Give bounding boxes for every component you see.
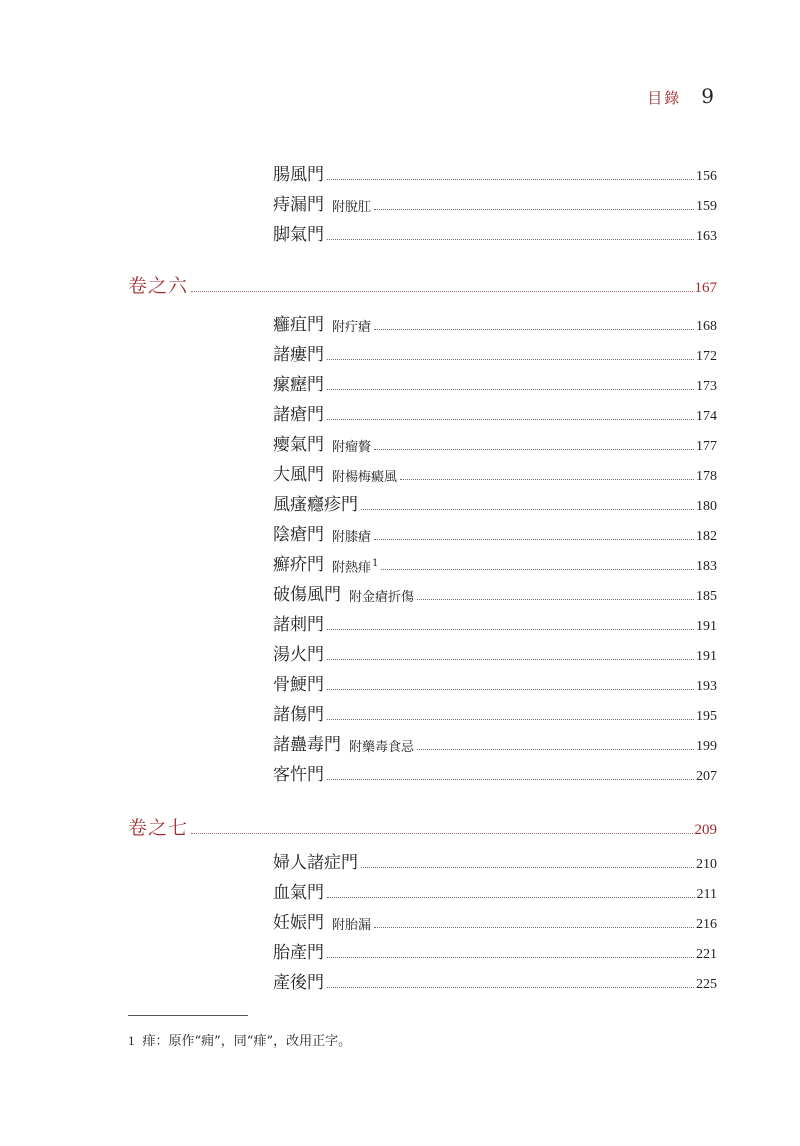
dot-leader: [374, 539, 694, 540]
dot-leader: [374, 209, 694, 210]
entry-note-text: 附脫肛: [332, 200, 372, 215]
entry-title: 大風門: [273, 465, 324, 485]
toc-entry: [273, 428, 717, 454]
entry-page-number: 182: [696, 529, 717, 544]
entry-page-number: 199: [696, 739, 717, 754]
entry-page-number: 178: [696, 469, 717, 484]
toc-entry: [273, 458, 717, 484]
toc-entry: [273, 966, 717, 992]
dot-leader: [327, 897, 695, 898]
entry-note-text: 附楊梅癜風: [332, 470, 398, 485]
volume-heading: [128, 270, 717, 296]
toc-entry: [273, 876, 717, 902]
dot-leader: [327, 689, 694, 690]
entry-note: [349, 741, 414, 754]
dot-leader: [327, 239, 694, 240]
entry-note-text: 附熱痱: [332, 560, 372, 575]
toc-entry: [273, 218, 717, 244]
entry-page-number: 191: [696, 619, 717, 634]
entry-note-text: 附疔瘡: [332, 320, 372, 335]
dot-leader: [374, 329, 694, 330]
dot-leader: [361, 509, 694, 510]
toc-entry: [273, 368, 717, 394]
dot-leader: [327, 659, 694, 660]
dot-leader: [327, 389, 694, 390]
entry-page-number: 180: [696, 499, 717, 514]
dot-leader: [381, 569, 694, 570]
entry-page-number: 177: [696, 439, 717, 454]
dot-leader: [374, 927, 694, 928]
entry-note: [332, 919, 371, 932]
toc-entry: [273, 668, 717, 694]
entry-title: 諸傷門: [273, 705, 324, 725]
dot-leader: [327, 987, 694, 988]
entry-title: 痔漏門: [273, 195, 324, 215]
entry-note-text: 附膝瘡: [332, 530, 372, 545]
entry-page-number: 174: [696, 409, 717, 424]
entry-title: 陰瘡門: [273, 525, 324, 545]
entry-title: 骨鯁門: [273, 675, 324, 695]
entry-title: 諸蠱毒門: [273, 735, 341, 755]
toc-entry: [273, 188, 717, 214]
entry-title: 婦人諸症門: [273, 853, 358, 873]
dot-leader: [327, 419, 694, 420]
entry-note: [332, 441, 371, 454]
entry-page-number: 195: [696, 709, 717, 724]
toc-entry: [273, 398, 717, 424]
entry-page-number: 216: [696, 917, 717, 932]
dot-leader: [327, 179, 694, 180]
entry-title: 癬疥門: [273, 555, 324, 575]
dot-leader: [191, 291, 692, 292]
entry-title: 諸瘡門: [273, 405, 324, 425]
entry-title: 脚氣門: [273, 225, 324, 245]
entry-title: 卷之七: [128, 817, 189, 839]
entry-title: 腸風門: [273, 165, 324, 185]
entry-note: [349, 591, 414, 604]
toc-entry: [273, 638, 717, 664]
entry-title: 胎產門: [273, 943, 324, 963]
entry-page-number: 191: [696, 649, 717, 664]
dot-leader: [327, 359, 694, 360]
entry-page-number: 168: [696, 319, 717, 334]
toc-entry: [273, 158, 717, 184]
entry-note: [332, 471, 397, 484]
volume-heading: [128, 812, 717, 838]
page-number: 9: [701, 84, 714, 108]
toc-entry: [273, 308, 717, 334]
entry-note-text: 附金瘡折傷: [349, 590, 415, 605]
entry-note-text: 附藥毒食忌: [349, 740, 415, 755]
entry-page-number: 173: [696, 379, 717, 394]
footnote-text: 痱：原作“痈”，同“痱”，改用正字。: [142, 1034, 352, 1049]
entry-page-number: 193: [696, 679, 717, 694]
entry-page-number: 210: [696, 857, 717, 872]
toc-entry: [273, 488, 717, 514]
toc-entry: [273, 936, 717, 962]
entry-page-number: 209: [694, 822, 717, 838]
entry-title: 湯火門: [273, 645, 324, 665]
entry-page-number: 221: [696, 947, 717, 962]
toc-entry: [273, 518, 717, 544]
entry-page-number: 207: [696, 769, 717, 784]
toc-entry: [273, 758, 717, 784]
dot-leader: [327, 779, 694, 780]
entry-title: 妊娠門: [273, 913, 324, 933]
entry-page-number: 163: [696, 229, 717, 244]
entry-title: 客忤門: [273, 765, 324, 785]
entry-page-number: 185: [696, 589, 717, 604]
dot-leader: [327, 719, 694, 720]
entry-note-text: 附瘤贅: [332, 440, 372, 455]
dot-leader: [374, 449, 694, 450]
toc-entry: [273, 548, 717, 574]
dot-leader: [327, 957, 694, 958]
toc-entry: [273, 846, 717, 872]
entry-note: [332, 201, 371, 214]
entry-note: [332, 531, 371, 544]
entry-page-number: 172: [696, 349, 717, 364]
footnote-marker: 1: [128, 1033, 135, 1048]
entry-title: 卷之六: [128, 275, 189, 297]
footnote: [128, 1030, 351, 1049]
dot-leader: [417, 749, 694, 750]
entry-note: [332, 321, 371, 334]
dot-leader: [417, 599, 694, 600]
running-header: [647, 84, 714, 108]
entry-title: 諸瘻門: [273, 345, 324, 365]
entry-page-number: 159: [696, 199, 717, 214]
dot-leader: [361, 867, 694, 868]
dot-leader: [191, 833, 692, 834]
entry-page-number: 211: [696, 887, 717, 902]
entry-page-number: 167: [694, 280, 717, 296]
footnote-divider: [128, 1015, 248, 1016]
entry-title: 瘿氣門: [273, 435, 324, 455]
entry-note: [332, 559, 378, 574]
entry-title: 產後門: [273, 973, 324, 993]
dot-leader: [327, 629, 694, 630]
footnote-reference: 1: [372, 557, 379, 569]
entry-title: 癰疽門: [273, 315, 324, 335]
header-section-label: 目錄: [647, 89, 682, 107]
toc-entry: [273, 906, 717, 932]
entry-title: 諸刺門: [273, 615, 324, 635]
toc-entry: [273, 338, 717, 364]
entry-page-number: 156: [696, 169, 717, 184]
toc-entry: [273, 608, 717, 634]
toc-entry: [273, 578, 717, 604]
dot-leader: [400, 479, 694, 480]
entry-page-number: 225: [696, 977, 717, 992]
toc-entry: [273, 728, 717, 754]
entry-title: 風瘙癮疹門: [273, 495, 358, 515]
entry-title: 瘰癧門: [273, 375, 324, 395]
toc-entry: [273, 698, 717, 724]
entry-title: 破傷風門: [273, 585, 341, 605]
entry-note-text: 附胎漏: [332, 918, 372, 933]
entry-page-number: 183: [696, 559, 717, 574]
entry-title: 血氣門: [273, 883, 324, 903]
